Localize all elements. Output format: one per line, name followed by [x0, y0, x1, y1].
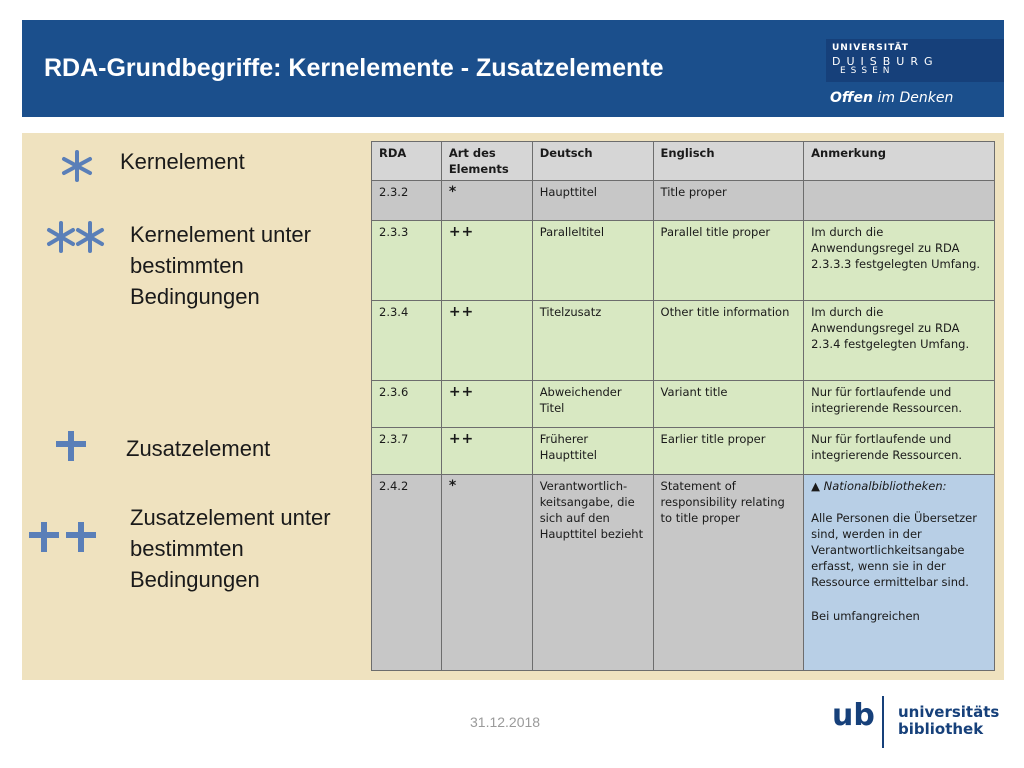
- column-header: Anmerkung: [804, 142, 995, 181]
- element-type: ++: [441, 221, 532, 301]
- rda-number: 2.3.7: [372, 428, 442, 475]
- logo-line-2: DUISBURG: [832, 55, 939, 68]
- element-type: ++: [441, 381, 532, 428]
- remark: [804, 181, 995, 221]
- library-logo-line-1: universitäts: [898, 703, 1000, 721]
- table-row: [372, 301, 995, 381]
- element-type: *: [441, 475, 532, 671]
- german-term: Paralleltitel: [532, 221, 653, 301]
- rda-number: 2.3.2: [372, 181, 442, 221]
- content-panel: [22, 133, 1004, 680]
- element-type: *: [441, 181, 532, 221]
- legend-label-zusatzelement-bedingt: Zusatzelement unter bestimmten Bedingungen: [130, 505, 331, 592]
- remark: Im durch die Anwendungsregel zu RDA 2.3.3.3 festgelegten Umfang.: [804, 221, 995, 301]
- german-term: Titelzusatz: [532, 301, 653, 381]
- english-term: Parallel title proper: [653, 221, 804, 301]
- remark-heading: ▲ Nationalbibliotheken:: [811, 479, 947, 493]
- english-term: Variant title: [653, 381, 804, 428]
- legend-label-kernelement-bedingt: Kernelement unter bestimmten Bedingungen: [130, 222, 311, 309]
- logo-box: [826, 39, 1004, 82]
- double-plus-icon: [28, 520, 100, 554]
- english-term: Title proper: [653, 181, 804, 221]
- page-title: RDA-Grundbegriffe: Kernelemente - Zusatzelemente: [44, 54, 664, 82]
- legend-label-kernelement: Kernelement: [120, 149, 245, 174]
- english-term: Other title information: [653, 301, 804, 381]
- table-row: [372, 221, 995, 301]
- element-type: ++: [441, 428, 532, 475]
- remark: Nur für fortlaufende und integrierende Ressourcen.: [804, 428, 995, 475]
- german-term: Haupttitel: [532, 181, 653, 221]
- german-term: Abweichender Titel: [532, 381, 653, 428]
- rda-number: 2.3.6: [372, 381, 442, 428]
- column-header: Englisch: [653, 142, 804, 181]
- german-term: Früherer Haupttitel: [532, 428, 653, 475]
- library-logo-line-2: bibliothek: [898, 720, 984, 738]
- rda-number: 2.4.2: [372, 475, 442, 671]
- english-term: Statement of responsibility relating to title proper: [653, 475, 804, 671]
- logo-line-3: ESSEN: [840, 66, 895, 76]
- logo-slogan: Offen im Denken: [830, 90, 954, 106]
- rda-table: [371, 141, 995, 671]
- english-term: Earlier title proper: [653, 428, 804, 475]
- column-header: Art des Elements: [441, 142, 532, 181]
- table-row: [372, 381, 995, 428]
- plus-icon: [54, 429, 88, 463]
- column-header: Deutsch: [532, 142, 653, 181]
- logo-line-1: UNIVERSITÄT: [832, 43, 909, 53]
- column-header: RDA: [372, 142, 442, 181]
- library-logo-ub: ub: [832, 698, 875, 733]
- remark: Im durch die Anwendungsregel zu RDA 2.3.4 festgelegten Umfang.: [804, 301, 995, 381]
- logo-divider: [882, 696, 884, 748]
- remark-tail: Bei umfangreichen: [811, 609, 920, 623]
- remark-text: Alle Personen die Übersetzer sind, werden in der Verantwortlichkeitsangabe erfasst, wenn sie in der Ressource ermittelbar sind.: [811, 511, 977, 589]
- footer-date: 31.12.2018: [470, 714, 541, 730]
- rda-number: 2.3.4: [372, 301, 442, 381]
- remark: [804, 475, 995, 671]
- remark: Nur für fortlaufende und integrierende Ressourcen.: [804, 381, 995, 428]
- university-logo: [826, 37, 1004, 113]
- legend-label-zusatzelement: Zusatzelement: [126, 436, 271, 461]
- star-icon: [60, 149, 94, 183]
- element-type: ++: [441, 301, 532, 381]
- table-row: [372, 428, 995, 475]
- double-star-icon: [46, 220, 106, 254]
- rda-number: 2.3.3: [372, 221, 442, 301]
- table-row: [372, 475, 995, 671]
- library-logo: [832, 698, 1004, 750]
- german-term: Verantwortlich-keitsangabe, die sich auf den Haupttitel bezieht: [532, 475, 653, 671]
- table-header-row: [372, 142, 995, 181]
- table-row: [372, 181, 995, 221]
